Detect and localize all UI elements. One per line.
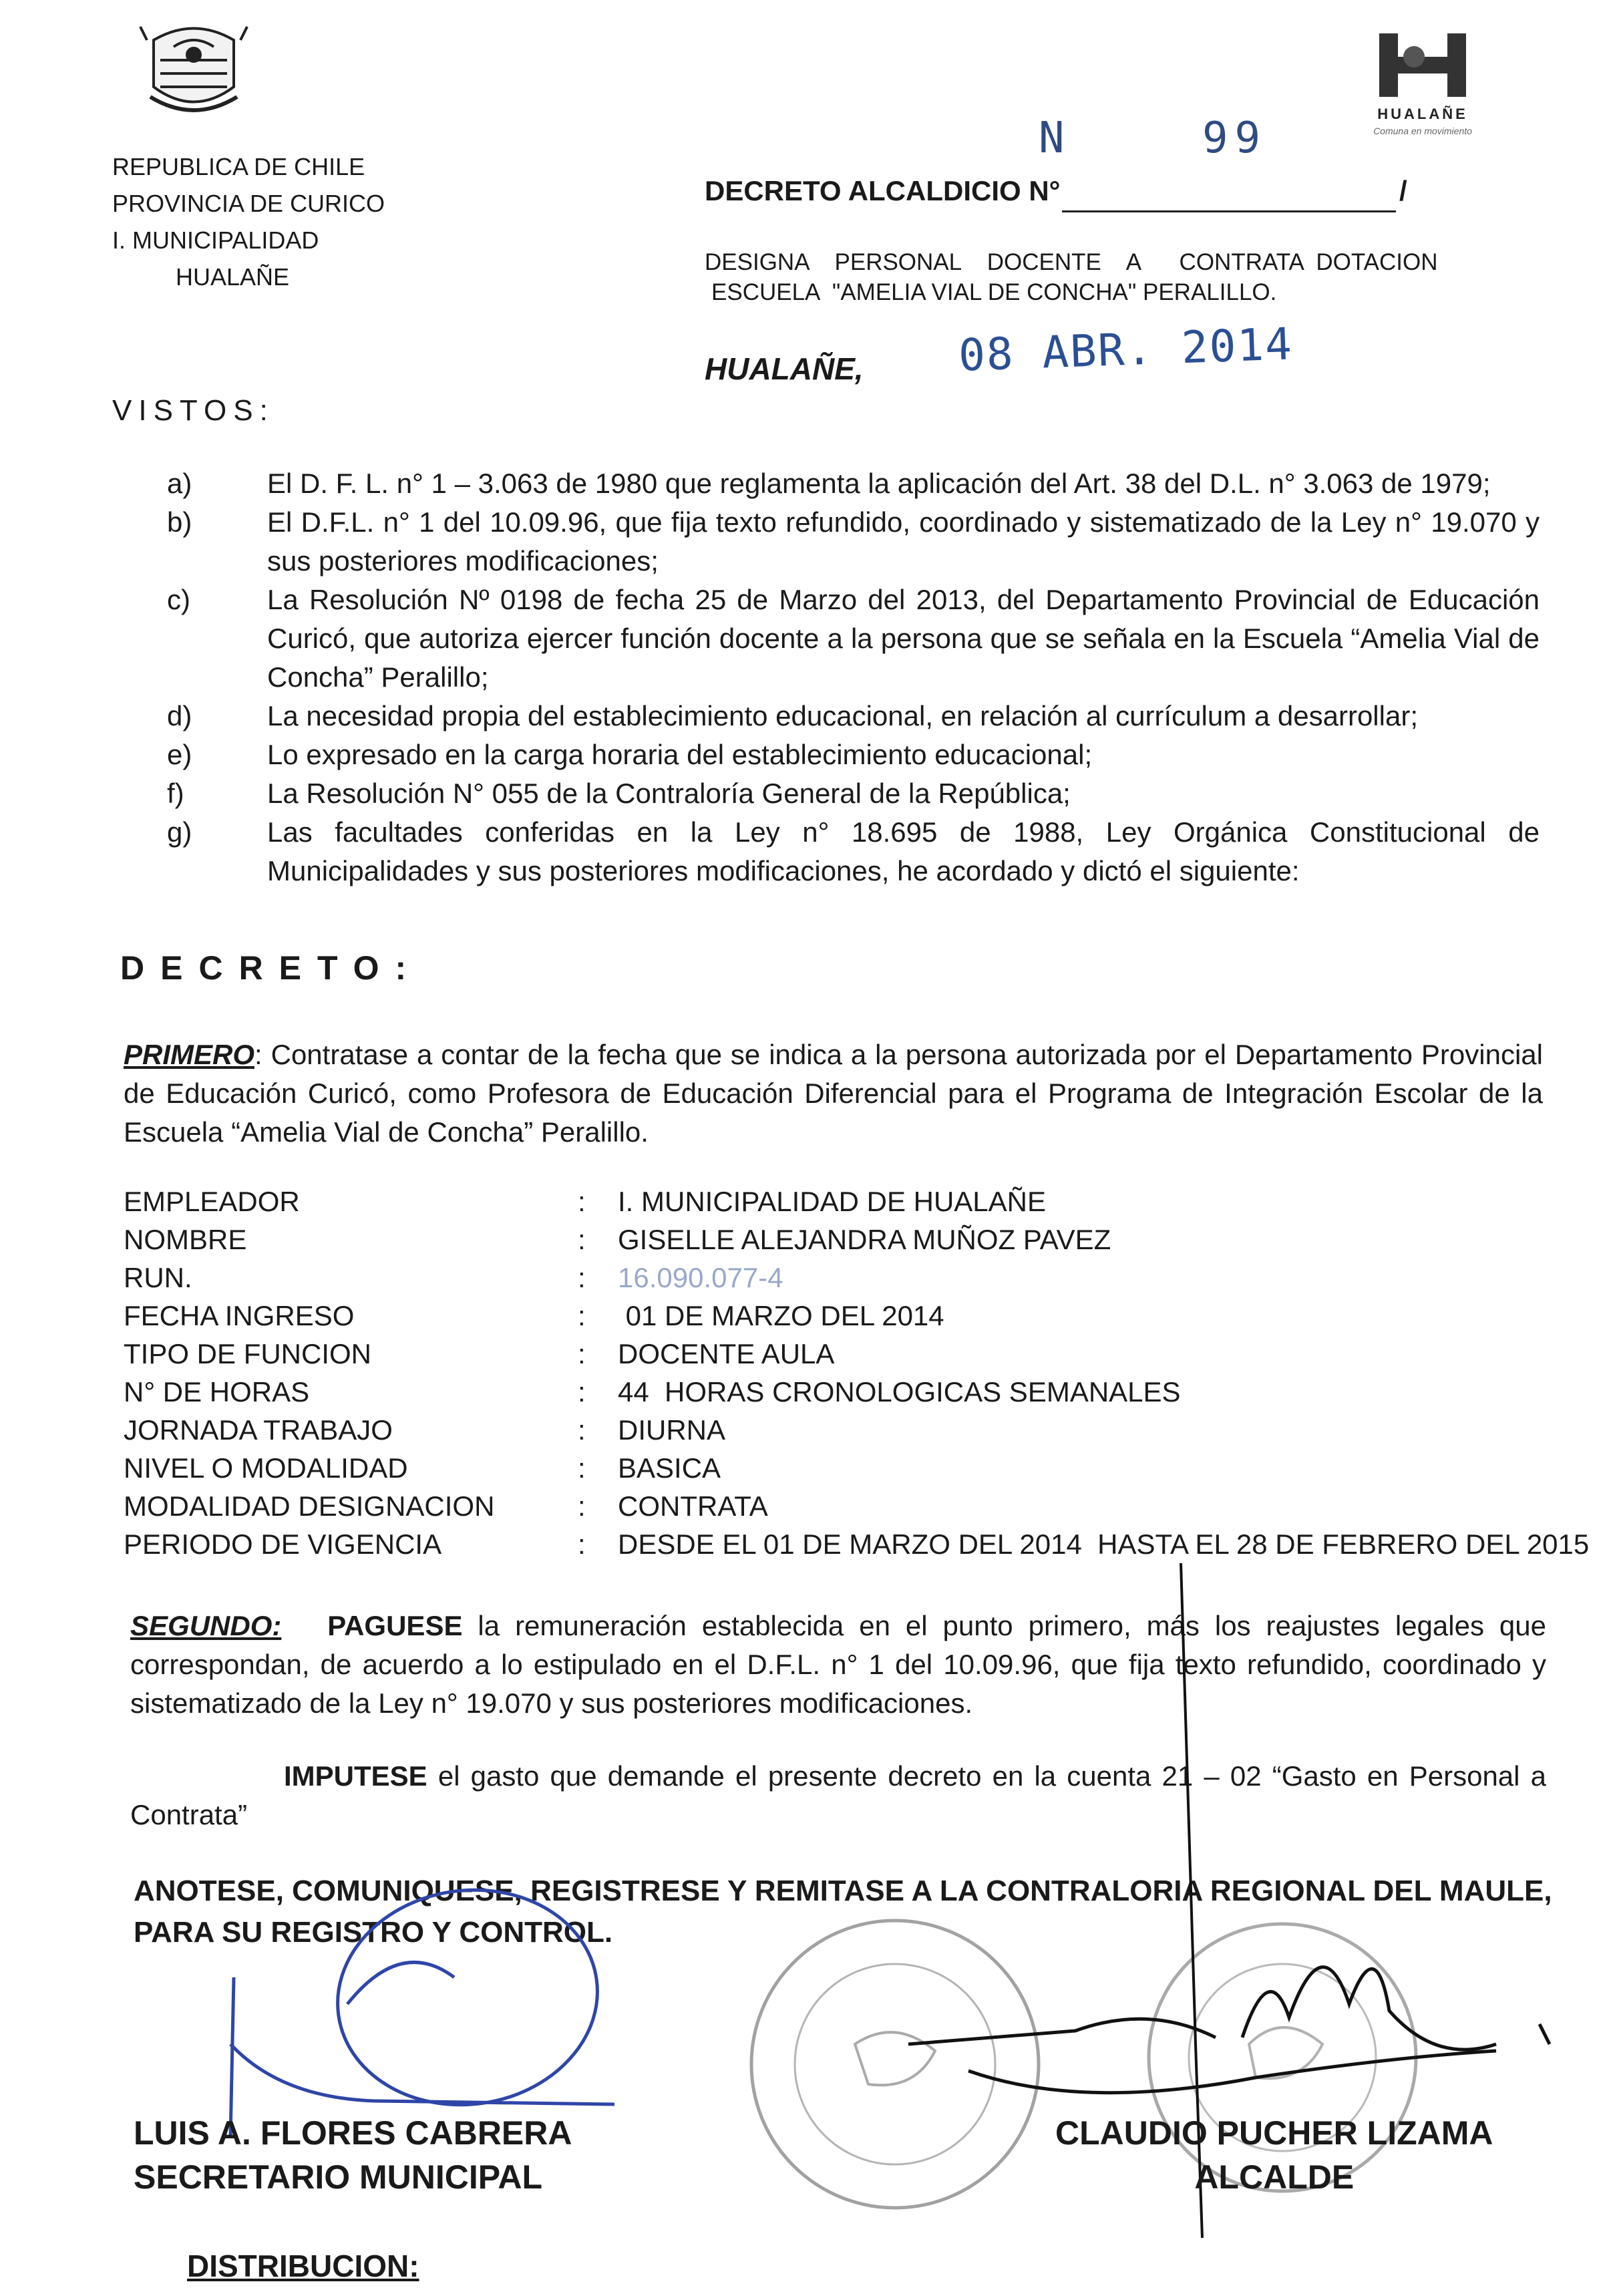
decreto-heading: DECRETO: <box>120 949 423 987</box>
field-value: BASICA <box>618 1452 721 1484</box>
field-label: TIPO DE FUNCION <box>124 1338 372 1369</box>
stamp-number-value: 99 <box>1202 114 1268 163</box>
employment-fields <box>124 1182 1589 1563</box>
date-stamp: 08 ABR. 2014 <box>957 318 1294 381</box>
field-colon: : <box>578 1376 586 1408</box>
primero-paragraph <box>124 1035 1543 1152</box>
vistos-text: La necesidad propia del establecimiento educacional, en relación al currículum a desarrollar; <box>267 700 1418 731</box>
vistos-text: El D.F.L. n° 1 del 10.09.96, que fija texto refundido, coordinado y sistematizado de la Ley n° 19.070 y sus posteriores modificaciones; <box>267 506 1540 577</box>
imputese-text: el gasto que demande el presente decreto en la cuenta 21 – 02 “Gasto en Personal a Contrata” <box>130 1760 1546 1830</box>
field-row <box>124 1297 1589 1335</box>
field-row <box>124 1525 1589 1563</box>
field-value: I. MUNICIPALIDAD DE HUALAÑE <box>618 1186 1047 1217</box>
vistos-letter: d) <box>167 700 192 731</box>
vistos-letter: b) <box>167 506 192 538</box>
field-label: NIVEL O MODALIDAD <box>124 1452 408 1484</box>
field-label: PERIODO DE VIGENCIA <box>124 1528 442 1560</box>
vistos-letter: c) <box>167 584 190 615</box>
signatory-right <box>1055 2111 1493 2199</box>
signature-right-icon <box>908 1967 1550 2093</box>
vistos-text: El D. F. L. n° 1 – 3.063 de 1980 que reglamenta la aplicación del Art. 38 del D.L. n° 3.063 de 1979; <box>267 468 1491 499</box>
header-line: REPUBLICA DE CHILE <box>112 153 365 180</box>
vistos-letter: f) <box>167 778 184 809</box>
field-colon: : <box>578 1414 586 1446</box>
field-value: GISELLE ALEJANDRA MUÑOZ PAVEZ <box>618 1224 1111 1255</box>
signatory-right-title: ALCALDE <box>1194 2158 1355 2196</box>
field-value: DESDE EL 01 DE MARZO DEL 2014 HASTA EL 28 DE FEBRERO DEL 2015 <box>618 1528 1590 1560</box>
vistos-item <box>167 581 1540 697</box>
field-label: MODALIDAD DESIGNACION <box>124 1490 495 1522</box>
decreto-title: DECRETO ALCALDICIO N° <box>705 175 1061 206</box>
field-colon: : <box>578 1528 586 1560</box>
logo-slogan: Comuna en movimiento <box>1373 126 1472 136</box>
decreto-slash: / <box>1399 175 1407 206</box>
field-row <box>124 1220 1589 1259</box>
field-label: RUN. <box>124 1262 192 1293</box>
field-row <box>124 1411 1589 1449</box>
field-value: CONTRATA <box>618 1490 768 1522</box>
vistos-item <box>167 774 1540 813</box>
vistos-text: La Resolución Nº 0198 de fecha 25 de Marzo del 2013, del Departamento Provincial de Educación Curicó, que autoriza ejercer función docente a la persona que se señala en la Escuela “Amelia Vial de Concha” Peralillo; <box>267 584 1540 693</box>
field-row <box>124 1487 1589 1525</box>
vistos-list <box>167 464 1540 890</box>
vistos-text: Las facultades conferidas en la Ley n° 18.695 de 1988, Ley Orgánica Constitucional de Municipalidades y sus posteriores modificaciones, he acordado y dictó el siguiente: <box>267 816 1540 886</box>
decreto-subject <box>705 247 1473 307</box>
logo-label: HUALAÑE <box>1377 106 1468 122</box>
issuer-header <box>112 148 385 295</box>
signatory-left-title: SECRETARIO MUNICIPAL <box>134 2158 543 2196</box>
field-colon: : <box>578 1300 586 1331</box>
header-line: HUALAÑE <box>176 263 290 291</box>
field-row <box>124 1335 1589 1373</box>
field-colon: : <box>578 1338 586 1369</box>
field-label: EMPLEADOR <box>124 1186 300 1217</box>
primero-label: PRIMERO <box>124 1039 255 1070</box>
field-label: FECHA INGRESO <box>124 1300 355 1331</box>
imputese-bold-word: IMPUTESE <box>284 1760 427 1792</box>
decreto-number-line <box>1062 210 1396 212</box>
vistos-text: La Resolución N° 055 de la Contraloría General de la República; <box>267 778 1071 809</box>
field-colon: : <box>578 1224 586 1255</box>
field-row <box>124 1373 1589 1411</box>
segundo-text: la remuneración establecida en el punto primero, más los reajustes legales que correspondan, de acuerdo a lo estipulado en el D.F.L. n° 1 del 10.09.96, que fija texto refundido, coordinado y sistematizado de la Ley n° 19.070 y sus posteriores modificaciones. <box>130 1610 1546 1719</box>
field-value: 16.090.077-4 <box>618 1262 783 1293</box>
hualane-logo-icon <box>1373 27 1473 104</box>
vistos-item <box>167 813 1540 890</box>
field-value: 01 DE MARZO DEL 2014 <box>618 1300 944 1331</box>
seal-left-icon <box>751 1921 1039 2208</box>
header-line: I. MUNICIPALIDAD <box>112 226 319 254</box>
field-colon: : <box>578 1186 586 1217</box>
segundo-label: SEGUNDO: <box>130 1610 282 1641</box>
field-value: DIURNA <box>618 1414 726 1446</box>
field-label: JORNADA TRABAJO <box>124 1414 393 1446</box>
coat-of-arms-icon <box>134 13 254 120</box>
primero-text: : Contratase a contar de la fecha que se indica a la persona autorizada por el Departamento Provincial de Educación Curicó, como Profesora de Educación Diferencial para el Programa de Integración Escolar de la Escuela “Amelia Vial de Concha” Peralillo. <box>124 1039 1543 1148</box>
field-row <box>124 1259 1589 1297</box>
field-row <box>124 1449 1589 1487</box>
signatory-left <box>134 2111 572 2199</box>
vistos-item <box>167 503 1540 581</box>
vistos-item <box>167 464 1540 503</box>
field-colon: : <box>578 1262 586 1293</box>
field-label: N° DE HORAS <box>124 1376 310 1408</box>
field-value: 44 HORAS CRONOLOGICAS SEMANALES <box>618 1376 1181 1408</box>
segundo-paragraph <box>130 1607 1546 1723</box>
vistos-heading: VISTOS: <box>112 394 275 427</box>
vistos-item <box>167 697 1540 735</box>
signatory-right-name: CLAUDIO PUCHER LIZAMA <box>1055 2114 1493 2152</box>
vistos-letter: e) <box>167 739 192 770</box>
field-value: DOCENTE AULA <box>618 1338 835 1369</box>
distribucion-heading: DISTRIBUCION: <box>187 2249 419 2283</box>
segundo-bold-word: PAGUESE <box>327 1610 463 1641</box>
hualane-logo <box>1373 27 1473 140</box>
subject-line: DESIGNA PERSONAL DOCENTE A CONTRATA DOTACION <box>705 249 1438 275</box>
field-colon: : <box>578 1452 586 1484</box>
imputese-paragraph <box>130 1757 1546 1834</box>
vistos-item <box>167 735 1540 774</box>
stamp-number-prefix: N <box>1039 114 1065 163</box>
vistos-letter: g) <box>167 816 192 848</box>
signatory-left-name: LUIS A. FLORES CABRERA <box>134 2114 572 2152</box>
field-colon: : <box>578 1490 586 1522</box>
field-label: NOMBRE <box>124 1224 247 1255</box>
closing-statement: ANOTESE, COMUNIQUESE, REGISTRESE Y REMITASE A LA CONTRALORIA REGIONAL DEL MAULE, PARA SU REGISTRO Y CONTROL. <box>134 1874 1552 1949</box>
field-row <box>124 1182 1589 1220</box>
vistos-letter: a) <box>167 468 192 499</box>
header-line: PROVINCIA DE CURICO <box>112 190 385 217</box>
city-name: HUALAÑE, <box>705 351 864 386</box>
subject-line: ESCUELA "AMELIA VIAL DE CONCHA" PERALILLO. <box>711 279 1277 305</box>
vistos-text: Lo expresado en la carga horaria del establecimiento educacional; <box>267 739 1093 770</box>
